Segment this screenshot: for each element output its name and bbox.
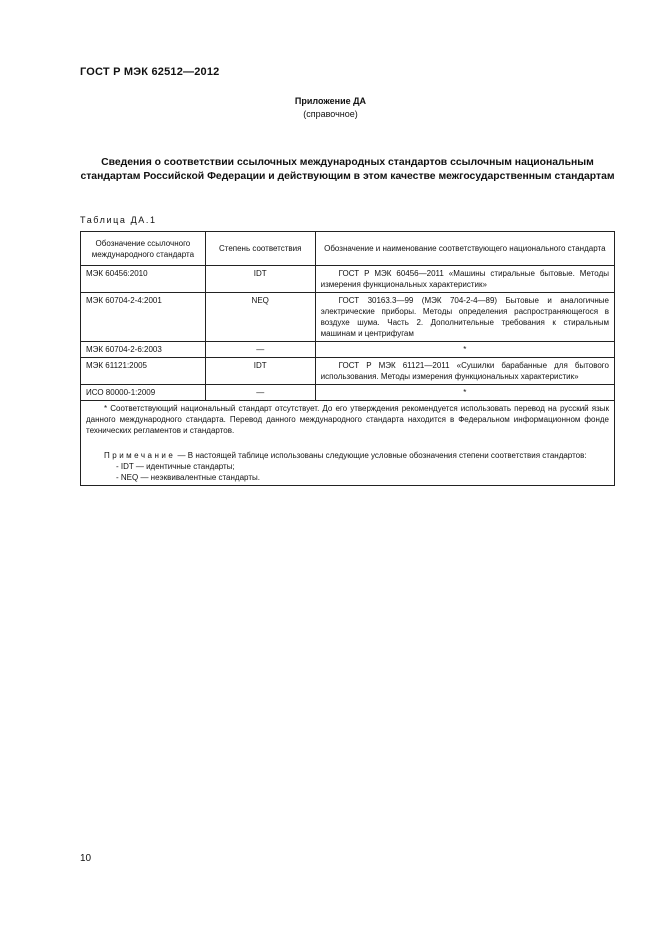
cell-degree: —	[205, 342, 315, 358]
table-label: Таблица ДА.1	[80, 215, 157, 225]
table-row	[81, 266, 615, 293]
table-row	[81, 342, 615, 358]
cell-intl-standard: ИСО 80000-1:2009	[81, 385, 206, 401]
cell-degree: IDT	[205, 358, 315, 385]
cell-degree: IDT	[205, 266, 315, 293]
page-number: 10	[80, 853, 92, 864]
table-row	[81, 358, 615, 385]
cell-national-standard: ГОСТ Р МЭК 61121—2011 «Сушилки барабанные для бытового использования. Методы измерения функциональных характеристик»	[315, 358, 614, 385]
appendix-heading	[0, 95, 661, 121]
appendix-title: Приложение ДА	[294, 96, 367, 106]
cell-national-standard: *	[315, 342, 614, 358]
cell-degree: —	[205, 385, 315, 401]
table-row	[81, 293, 615, 342]
appendix-subtitle: (справочное)	[303, 109, 358, 119]
table-footer-cell	[81, 401, 615, 486]
cell-intl-standard: МЭК 61121:2005	[81, 358, 206, 385]
header-national-standard: Обозначение и наименование соответствующего национального стандарта	[315, 232, 614, 266]
cell-intl-standard: МЭК 60704-2-6:2003	[81, 342, 206, 358]
note-text: — В настоящей таблице использованы следующие условные обозначения степени соответствия стандартов:	[175, 451, 587, 460]
note-item-neq: - NEQ — неэквивалентные стандарты.	[116, 473, 260, 482]
table-footer-row	[81, 401, 615, 486]
main-title: Сведения о соответствии ссылочных международных стандартов ссылочным национальным стандартам Российской Федерации и действующим в этом качестве межгосударственным стандартам	[80, 157, 615, 182]
note-item-idt: - IDT — идентичные стандарты;	[116, 462, 235, 471]
table-footnote: * Соответствующий национальный стандарт отсутствует. До его утверждения рекомендуется использовать перевод на русский язык данного международного стандарта. Перевод данного международного стандарта находится в Федеральном информационном фонде технических регламентов и стандартов.	[86, 404, 609, 435]
cell-degree: NEQ	[205, 293, 315, 342]
standards-table	[80, 231, 615, 486]
document-code-header: ГОСТ Р МЭК 62512—2012	[80, 66, 220, 78]
cell-intl-standard: МЭК 60704-2-4:2001	[81, 293, 206, 342]
header-intl-standard: Обозначение ссылочного международного стандарта	[81, 232, 206, 266]
header-degree: Степень соответствия	[205, 232, 315, 266]
cell-national-standard: ГОСТ Р МЭК 60456—2011 «Машины стиральные бытовые. Методы измерения функциональных характеристик»	[315, 266, 614, 293]
table-row	[81, 385, 615, 401]
cell-national-standard: ГОСТ 30163.3—99 (МЭК 704-2-4—89) Бытовые и аналогичные электрические приборы. Методы определения распространяющегося в воздухе шума. Часть 2. Дополнительные требования к стиральным машинам и центрифугам	[315, 293, 614, 342]
table-note	[86, 450, 609, 461]
note-lead: Примечание	[104, 451, 176, 460]
table-header-row	[81, 232, 615, 266]
cell-intl-standard: МЭК 60456:2010	[81, 266, 206, 293]
cell-national-standard: *	[315, 385, 614, 401]
